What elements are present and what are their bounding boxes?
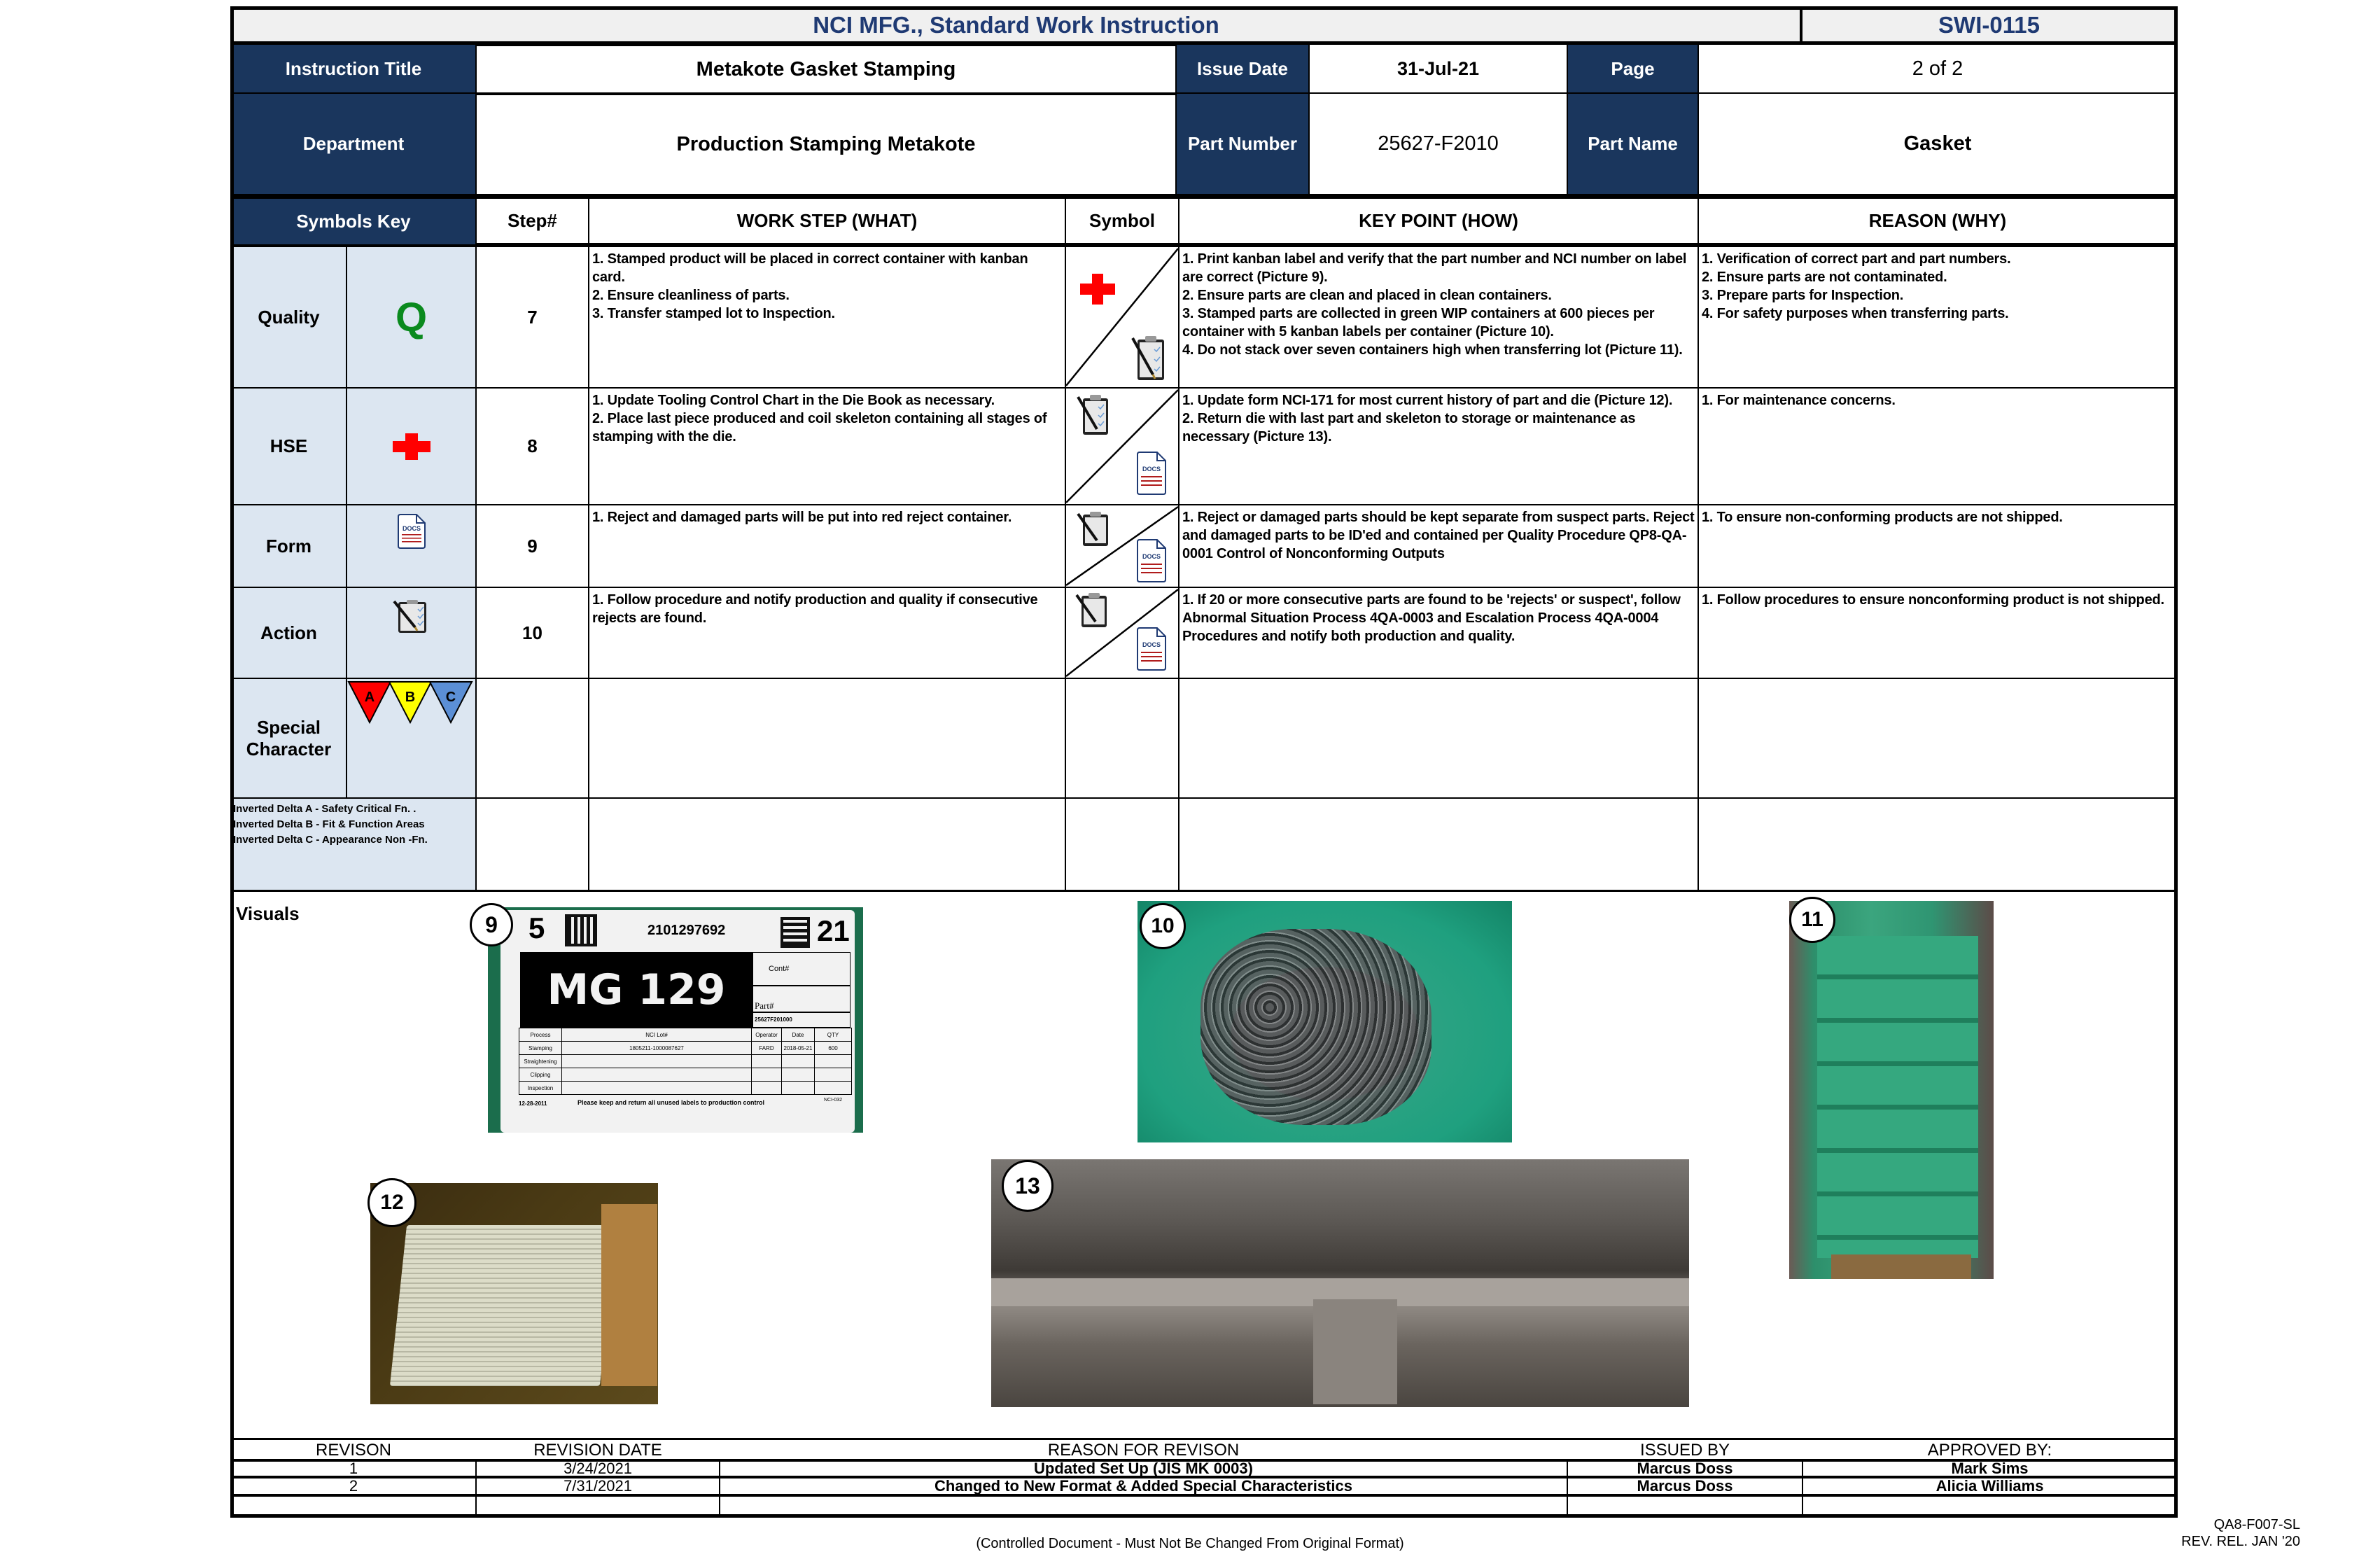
red-cross-icon xyxy=(1080,274,1115,305)
docs-form-icon xyxy=(397,514,426,549)
clipboard-pen-icon xyxy=(1076,394,1112,436)
step-8-work-step: 1. Update Tooling Control Chart in the Die Book as necessary. 2. Place last piece produced and coil skeleton containing all stages of stamping with the die. xyxy=(588,387,1066,505)
doc-number: SWI-0115 xyxy=(1938,11,2040,38)
step-10-reason: 1. Follow procedures to ensure nonconforming product is not shipped. xyxy=(1698,587,2178,679)
key-icon-cell-action xyxy=(346,587,477,679)
special-character-legend xyxy=(230,797,477,891)
step-7-key-point: 1. Print kanban label and verify that the part number and NCI number on label are correct (Picture 9). 2. Ensure parts are clean and placed in clean containers. 3. Stamped parts are collected in green WIP containers at 600 pieces per container with 5 kanban labels per container (Picture 10). 4. Do not stack over seven containers high when transferring lot (Picture 11). xyxy=(1178,246,1699,389)
gasket-pile xyxy=(1200,929,1432,1125)
picture-13-number-badge: 13 xyxy=(1002,1160,1054,1212)
empty-reason-cell xyxy=(1698,678,2178,799)
work-step-header: WORK STEP (WHAT) xyxy=(588,195,1066,246)
key-label-quality: Quality xyxy=(230,246,347,389)
svg-text:B: B xyxy=(405,690,416,705)
quality-q-icon: Q xyxy=(395,294,428,340)
rev-row-2-number: 2 xyxy=(230,1476,477,1495)
step-10-symbol-cell xyxy=(1065,587,1180,679)
rev-row-3-issued-by xyxy=(1567,1494,1803,1518)
svg-text:DOCS: DOCS xyxy=(1142,466,1161,473)
picture-9-number-badge: 9 xyxy=(470,903,513,946)
rev-row-1-reason: Updated Set Up (JIS MK 0003) xyxy=(719,1459,1568,1477)
rev-header-reason: REASON FOR REVISON xyxy=(719,1438,1568,1460)
rev-row-2-issued-by: Marcus Doss xyxy=(1567,1476,1803,1495)
symbol-header: Symbol xyxy=(1065,195,1180,246)
key-label-form: Form xyxy=(230,504,347,588)
picture-11-containers-photo xyxy=(1789,901,1994,1279)
red-cross-icon xyxy=(393,433,430,460)
key-icon-cell-special xyxy=(346,678,477,799)
empty-reason-cell-2 xyxy=(1698,797,2178,891)
step-9-reason: 1. To ensure non-conforming products are not shipped. xyxy=(1698,504,2178,588)
svg-text:DOCS: DOCS xyxy=(402,525,421,532)
kanban-code: MG 129 xyxy=(547,965,726,1014)
rev-row-2-approved-by: Alicia Williams xyxy=(1802,1476,2178,1495)
rev-row-3-date xyxy=(475,1494,720,1518)
step-9-key-point: 1. Reject or damaged parts should be kept separate from suspect parts. Reject and damaged parts to be ID'ed and contained per Quality Procedure QP8-QA-0001 Control of Nonconforming Outputs xyxy=(1178,504,1699,588)
doc-number-cell xyxy=(1800,6,2178,43)
rev-header-revision: REVISON xyxy=(230,1438,477,1460)
legend-line-c: Inverted Delta C - Appearance Non -Fn. xyxy=(233,834,428,846)
revision-table xyxy=(230,1438,2178,1518)
document-title: NCI MFG., Standard Work Instruction xyxy=(813,11,1219,38)
svg-text:DOCS: DOCS xyxy=(1142,553,1161,560)
issue-date-value: 31-Jul-21 xyxy=(1308,43,1568,94)
step-8-symbol-cell xyxy=(1065,387,1180,505)
document-title-cell xyxy=(230,6,1802,43)
pallet xyxy=(1831,1254,1971,1279)
key-icon-cell-quality xyxy=(346,246,477,389)
part-number-value: 25627-F2010 xyxy=(1308,92,1568,195)
part-name-value: Gasket xyxy=(1698,92,2178,195)
picture-13-stamping-die-photo xyxy=(991,1159,1689,1407)
kanban-process-table: Process NCI Lot# Operator Date QTY Stamping 1805211-1000087627 FARD 2018-05-21 600 Straightening Clipping Inspection xyxy=(519,1028,852,1095)
step-8-key-point: 1. Update form NCI-171 for most current history of part and die (Picture 12). 2. Return die with last part and skeleton to storage or maintenance as necessary (Picture 13). xyxy=(1178,387,1699,505)
svg-text:A: A xyxy=(364,690,375,705)
controlled-document-note: (Controlled Document - Must Not Be Changed From Original Format) xyxy=(976,1536,1404,1551)
department-label: Department xyxy=(230,92,477,195)
page-value: 2 of 2 xyxy=(1698,43,2178,94)
step-7-reason: 1. Verification of correct part and part numbers. 2. Ensure parts are not contaminated. 3. Prepare parts for Inspection. 4. For safety purposes when transferring parts. xyxy=(1698,246,2178,389)
picture-11-number-badge: 11 xyxy=(1789,897,1835,943)
empty-symbol-cell xyxy=(1065,678,1180,799)
clipboard-pen-icon xyxy=(393,599,430,634)
instruction-title-label: Instruction Title xyxy=(230,43,477,94)
clipboard-pen-icon xyxy=(1074,592,1111,629)
empty-symbol-cell-2 xyxy=(1065,797,1180,891)
picture-12-die-book-photo xyxy=(370,1183,658,1404)
visuals-label: Visuals xyxy=(236,903,300,924)
key-label-action: Action xyxy=(230,587,347,679)
legend-line-a: Inverted Delta A - Safety Critical Fn. . xyxy=(233,803,416,815)
container-stack xyxy=(1817,936,1978,1258)
picture-10-gaskets-photo xyxy=(1138,901,1512,1142)
key-label-hse: HSE xyxy=(230,387,347,505)
key-icon-cell-hse xyxy=(346,387,477,505)
step-number-8: 8 xyxy=(475,387,589,505)
key-point-header: KEY POINT (HOW) xyxy=(1178,195,1699,246)
docs-form-icon xyxy=(1136,539,1167,582)
step-9-symbol-cell xyxy=(1065,504,1180,588)
part-name-label: Part Name xyxy=(1567,92,1699,195)
department-value: Production Stamping Metakote xyxy=(475,92,1177,195)
page-label: Page xyxy=(1567,43,1699,94)
legend-divider xyxy=(588,797,589,891)
step-number-7: 7 xyxy=(475,246,589,389)
issue-date-label: Issue Date xyxy=(1175,43,1310,94)
picture-12-number-badge: 12 xyxy=(368,1178,416,1227)
picture-9-kanban-label: 5 2101297692 21 MG 129 Cont# Part# 25627F201000 Process NCI Lot# Operator Date QTY Stamping 1805211-1000087627 FARD 2018-05-21 600 Straightening Clipping Inspection 12-28-2011 Please keep and return all unused labels to production control NCI-032 xyxy=(488,907,863,1133)
form-code: QA8-F007-SL REV. REL. JAN '20 xyxy=(2181,1517,2300,1549)
rev-header-issued-by: ISSUED BY xyxy=(1567,1438,1803,1460)
clipboard-pen-icon xyxy=(1076,511,1112,547)
reason-header: REASON (WHY) xyxy=(1698,195,2178,246)
picture-10-number-badge: 10 xyxy=(1140,903,1186,949)
qr-code-icon xyxy=(780,917,810,948)
step-8-reason: 1. For maintenance concerns. xyxy=(1698,387,2178,505)
empty-work-step-cell-2 xyxy=(475,797,1066,891)
rev-row-1-number: 1 xyxy=(230,1459,477,1477)
rev-row-3-number xyxy=(230,1494,477,1518)
inverted-delta-icons xyxy=(347,680,473,727)
key-icon-cell-form xyxy=(346,504,477,588)
step-9-work-step: 1. Reject and damaged parts will be put into red reject container. xyxy=(588,504,1066,588)
rev-row-1-issued-by: Marcus Doss xyxy=(1567,1459,1803,1477)
empty-key-point-cell-2 xyxy=(1178,797,1699,891)
docs-form-icon xyxy=(1136,627,1167,671)
rev-header-date: REVISION DATE xyxy=(475,1438,720,1460)
rev-row-2-date: 7/31/2021 xyxy=(475,1476,720,1495)
key-label-special-character: Special Character xyxy=(230,678,347,799)
rev-row-2-reason: Changed to New Format & Added Special Characteristics xyxy=(719,1476,1568,1495)
symbols-key-header: Symbols Key xyxy=(230,195,477,246)
qr-code-icon xyxy=(565,914,597,946)
step-10-key-point: 1. If 20 or more consecutive parts are found to be 'rejects' or suspect', follow Abnormal Situation Process 4QA-0003 and Escalation Process 4QA-0004 Procedures and notify both production and quality. xyxy=(1178,587,1699,679)
empty-work-step-cell xyxy=(588,678,1066,799)
step-header: Step# xyxy=(475,195,589,246)
svg-text:DOCS: DOCS xyxy=(1142,641,1161,648)
clipboard-pen-icon xyxy=(1130,335,1168,382)
legend-line-b: Inverted Delta B - Fit & Function Areas xyxy=(233,818,425,830)
binder-pages xyxy=(390,1225,617,1386)
empty-key-point-cell xyxy=(1178,678,1699,799)
rev-row-1-approved-by: Mark Sims xyxy=(1802,1459,2178,1477)
rev-row-1-date: 3/24/2021 xyxy=(475,1459,720,1477)
docs-form-icon xyxy=(1136,452,1167,495)
rev-row-3-reason xyxy=(719,1494,1568,1518)
step-7-symbol-cell xyxy=(1065,246,1180,389)
svg-text:C: C xyxy=(445,690,456,705)
rev-row-3-approved-by xyxy=(1802,1494,2178,1518)
step-number-9: 9 xyxy=(475,504,589,588)
instruction-title-value: Metakote Gasket Stamping xyxy=(475,43,1177,94)
empty-step-cell xyxy=(475,678,589,799)
part-number-label: Part Number xyxy=(1175,92,1310,195)
step-number-10: 10 xyxy=(475,587,589,679)
rev-header-approved-by: APPROVED BY: xyxy=(1802,1438,2178,1460)
step-10-work-step: 1. Follow procedure and notify production and quality if consecutive rejects are found. xyxy=(588,587,1066,679)
step-7-work-step: 1. Stamped product will be placed in correct container with kanban card. 2. Ensure cleanliness of parts. 3. Transfer stamped lot to Inspection. xyxy=(588,246,1066,389)
